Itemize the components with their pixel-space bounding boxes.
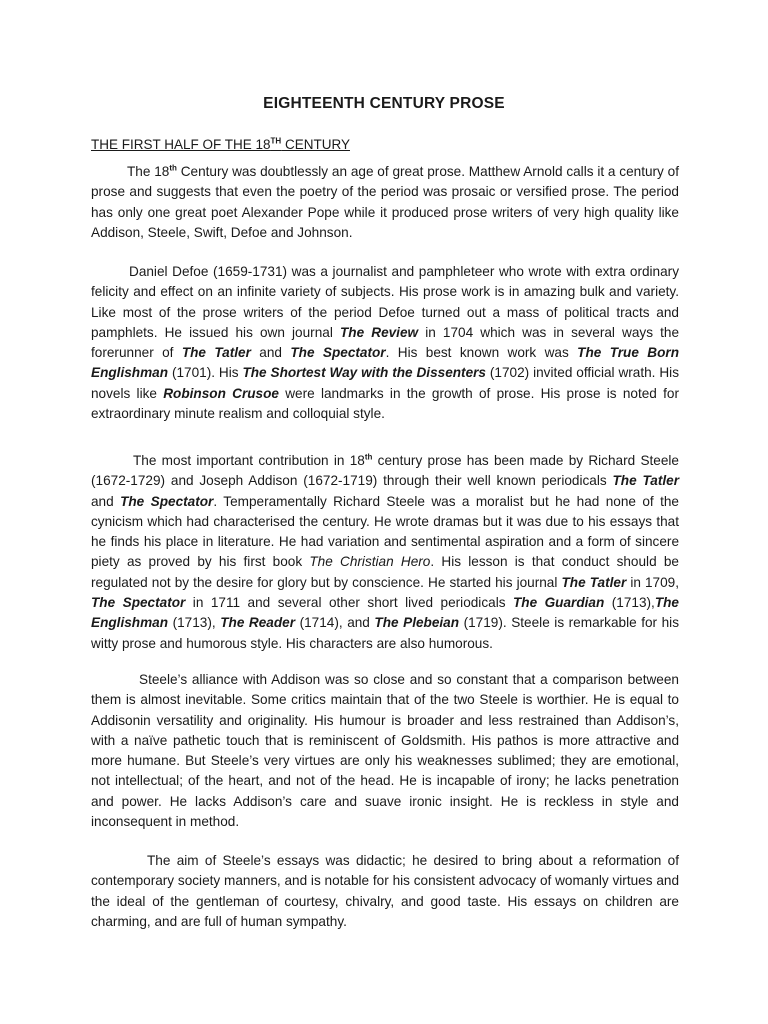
title-the-reader: The Reader (220, 615, 296, 631)
p2-text: (1701). His (168, 365, 243, 381)
p3-text: in 1711 and several other short lived periodicals (185, 595, 513, 611)
title-the-tatler: The Tatler (561, 574, 627, 590)
p3-text: (1713), (604, 595, 655, 611)
paragraph-intro (91, 162, 679, 243)
page-title: EIGHTEENTH CENTURY PROSE (263, 95, 505, 112)
section-heading-superscript: TH (270, 136, 282, 146)
p2-text: Daniel Defoe (1659-1731) was a journalist and pamphleteer who wrote with extra ordinary felicity and effect on an infinite variety of subjects. His prose work is in amazing bulk and variety. Like most of the prose writers of the period Defoe turned out a mass of political tracts and pamphlets. He issued his own journal (91, 264, 679, 340)
p2-text: were landmarks in the growth of prose. His prose is noted for extraordinary minute realism and colloquial style. (91, 385, 679, 422)
p3-text: The most important contribution in 18 (133, 453, 365, 468)
p3-text: in 1709, (626, 574, 679, 590)
title-the-spectator: The Spectator (290, 345, 386, 361)
title-the-tatler: The Tatler (612, 473, 679, 489)
p2-text: and (250, 345, 291, 361)
title-the-guardian: The Guardian (512, 595, 605, 611)
title-true-born-englishman: The True Born Englishman (91, 345, 680, 381)
title-the-tatler: The Tatler (181, 345, 251, 361)
p1-text-2: Century was doubtlessly an age of great prose. Matthew Arnold calls it a century of prose and suggests that even the poetry of the period was prosaic or versified prose. The period has only one great poet Alexander Pope while it produced prose writers of very high quality like Addison, Steele, Swift, Defoe and Johnson. (91, 164, 679, 240)
p3-superscript: th (364, 452, 373, 462)
title-the-spectator: The Spectator (91, 595, 186, 611)
p1-text: The 18 (127, 164, 170, 179)
p1-superscript: th (169, 163, 177, 173)
p3-text: . Temperamentally Richard Steele was a moralist but he had none of the cynicism which had characterised the century. He wrote dramas but it was due to his essays that he finds his place in literature. He had variation and sentimental aspiration and a form of sincere piety as proved by his first book (91, 493, 679, 570)
p3-text: (1719). Steele is remarkable for his witty prose and humorous style. His characters are also humorous. (91, 615, 679, 651)
section-heading-text: THE FIRST HALF OF THE 18 (91, 137, 271, 152)
p3-text: and (91, 493, 121, 509)
title-the-englishman: The Englishman (91, 595, 679, 631)
title-robinson-crusoe: Robinson Crusoe (163, 385, 279, 401)
p3-text: (1714), and (295, 615, 375, 631)
p2-text: . His best known work was (385, 345, 578, 361)
title-the-review: The Review (339, 324, 419, 340)
paragraph-steele-comparison: Steele’s alliance with Addison was so close and so constant that a comparison between them is almost inevitable. Some critics maintain that of the two Steele is worthier. He is equal to Addisonin versatility and originality. His humour is broader and less restrained than Addison’s, with a naïve pathetic touch that is reminiscent of Goldsmith. His pathos is more attractive and more humane. But Steele’s very virtues are only his weaknesses sublimed; they are emotional, not intellectual; of the heart, and not of the head. He is incapable of irony; he lacks penetration and power. He lacks Addison’s care and suave ironic insight. He is reckless in style and inconsequent in method. (91, 672, 679, 830)
title-shortest-way: The Shortest Way with the Dissenters (242, 365, 486, 381)
p2-text: (1702) invited official wrath. His novels like (91, 365, 679, 401)
p2-text: in 1704 which was in several ways the forerunner of (91, 324, 680, 361)
section-heading-text-end: CENTURY (281, 137, 350, 152)
paragraph-defoe (91, 262, 679, 424)
title-the-spectator: The Spectator (120, 493, 214, 509)
paragraph-steele-addison (91, 451, 679, 654)
section-heading (91, 137, 350, 152)
title-the-plebeian: The Plebeian (374, 615, 460, 631)
title-christian-hero: The Christian Hero (309, 554, 431, 570)
paragraph-steele-essays: The aim of Steele’s essays was didactic; he desired to bring about a reformation of contemporary society manners, and is notable for his consistent advocacy of womanly virtues and the ideal of the gentleman of courtesy, chivalry, and good taste. His essays on children are charming, and are full of human sympathy. (91, 853, 679, 929)
p3-text: (1713), (168, 615, 221, 631)
p3-text: century prose has been made by Richard Steele (1672-1729) and Joseph Addison (1672-1719) through their well known periodicals (91, 453, 679, 489)
p3-text: . His lesson is that conduct should be regulated not by the desire for glory but by conscience. He started his journal (91, 554, 679, 590)
